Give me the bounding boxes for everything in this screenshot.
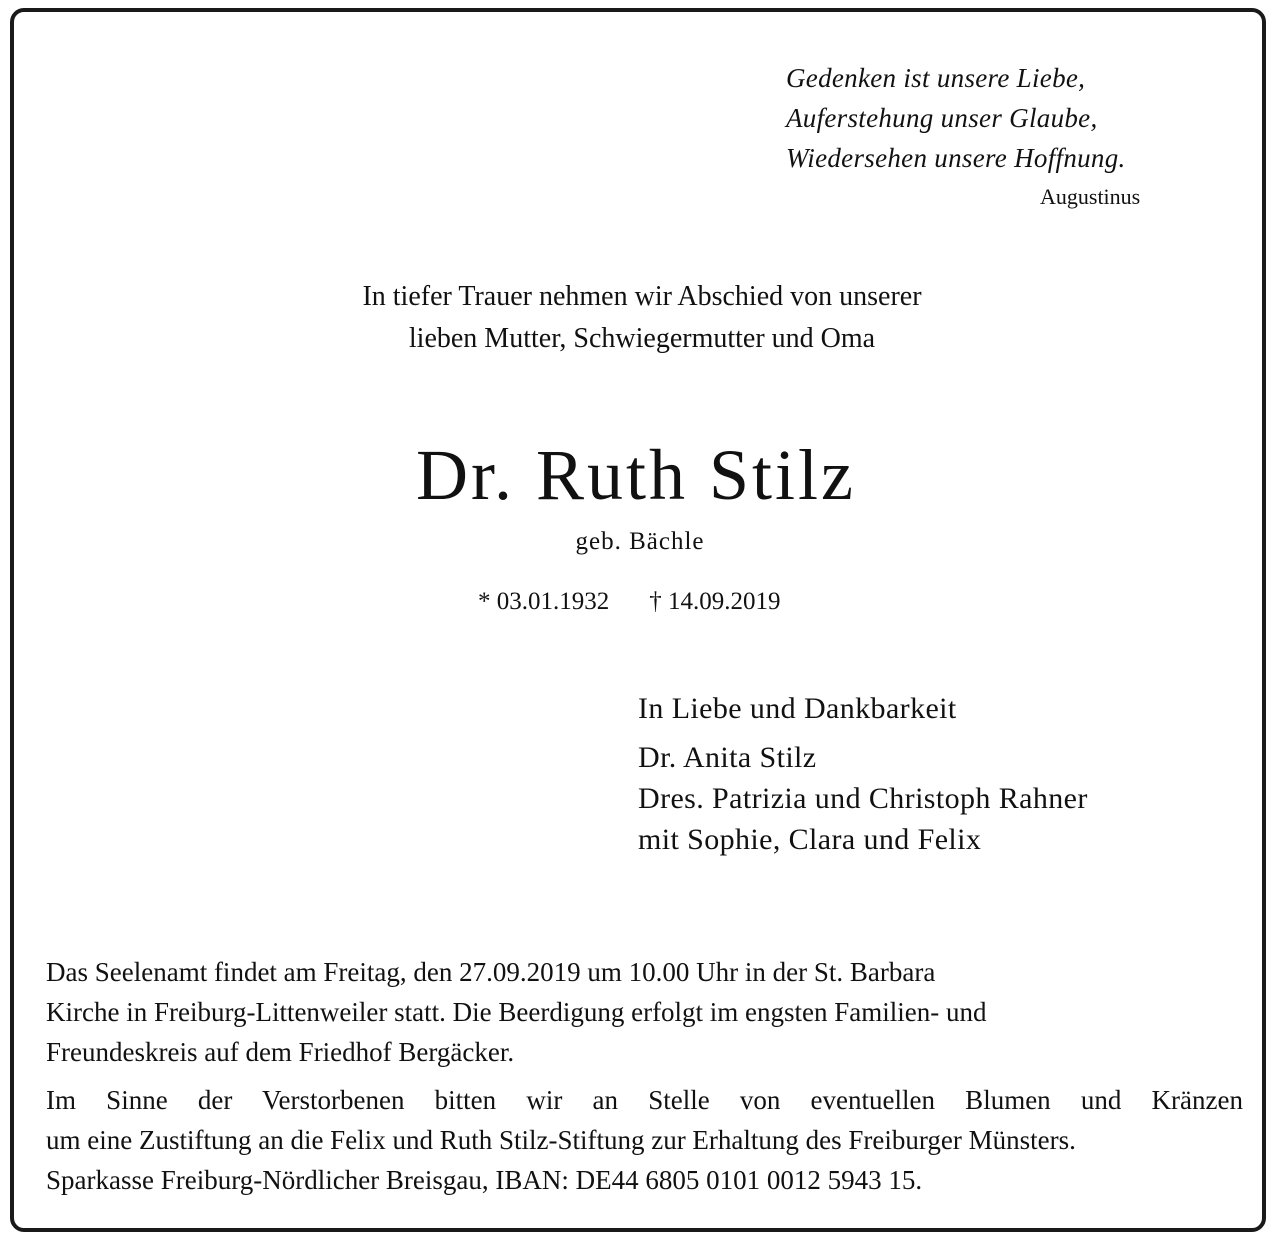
quote-line: Auferstehung unser Glaube, bbox=[786, 103, 1098, 133]
birth-date: * 03.01.1932 bbox=[478, 588, 610, 615]
service-paragraph bbox=[46, 952, 1206, 1072]
death-date: † 14.09.2019 bbox=[649, 588, 781, 615]
intro-line: lieben Mutter, Schwiegermutter und Oma bbox=[408, 323, 876, 354]
service-line: Freundeskreis auf dem Friedhof Bergäcker. bbox=[46, 1037, 515, 1067]
mourners-block bbox=[638, 688, 1088, 860]
life-dates bbox=[478, 588, 781, 616]
donation-paragraph bbox=[46, 1080, 1243, 1200]
mourner-name: Dr. Anita Stilz bbox=[638, 741, 817, 774]
deceased-name: Dr. Ruth Stilz bbox=[415, 435, 857, 515]
service-line: Kirche in Freiburg-Littenweiler statt. Die Beerdigung erfolgt im engsten Familien- und bbox=[46, 997, 987, 1027]
intro-text bbox=[0, 276, 1280, 360]
mourner-name: Dres. Patrizia und Christoph Rahner bbox=[638, 782, 1088, 815]
intro-line: In tiefer Trauer nehmen wir Abschied von unserer bbox=[362, 281, 922, 312]
mourner-name: mit Sophie, Clara und Felix bbox=[638, 823, 982, 856]
quote-line: Wiedersehen unsere Hoffnung. bbox=[786, 143, 1126, 173]
quote-author: Augustinus bbox=[1040, 184, 1141, 209]
quote-line: Gedenken ist unsere Liebe, bbox=[786, 63, 1086, 93]
donation-line: um eine Zustiftung an die Felix und Ruth Stilz-Stiftung zur Erhaltung des Freiburger Münsters. bbox=[46, 1125, 1076, 1155]
quote-block bbox=[786, 58, 1126, 178]
service-line: Das Seelenamt findet am Freitag, den 27.09.2019 um 10.00 Uhr in der St. Barbara bbox=[46, 957, 936, 987]
donation-line: Sparkasse Freiburg-Nördlicher Breisgau, IBAN: DE44 6805 0101 0012 5943 15. bbox=[46, 1165, 923, 1195]
birth-name: geb. Bächle bbox=[575, 528, 705, 555]
mourners-lead: In Liebe und Dankbarkeit bbox=[638, 692, 957, 725]
donation-line: Im Sinne der Verstorbenen bitten wir an Stelle von eventuellen Blumen und Kränzen bbox=[46, 1085, 1243, 1115]
